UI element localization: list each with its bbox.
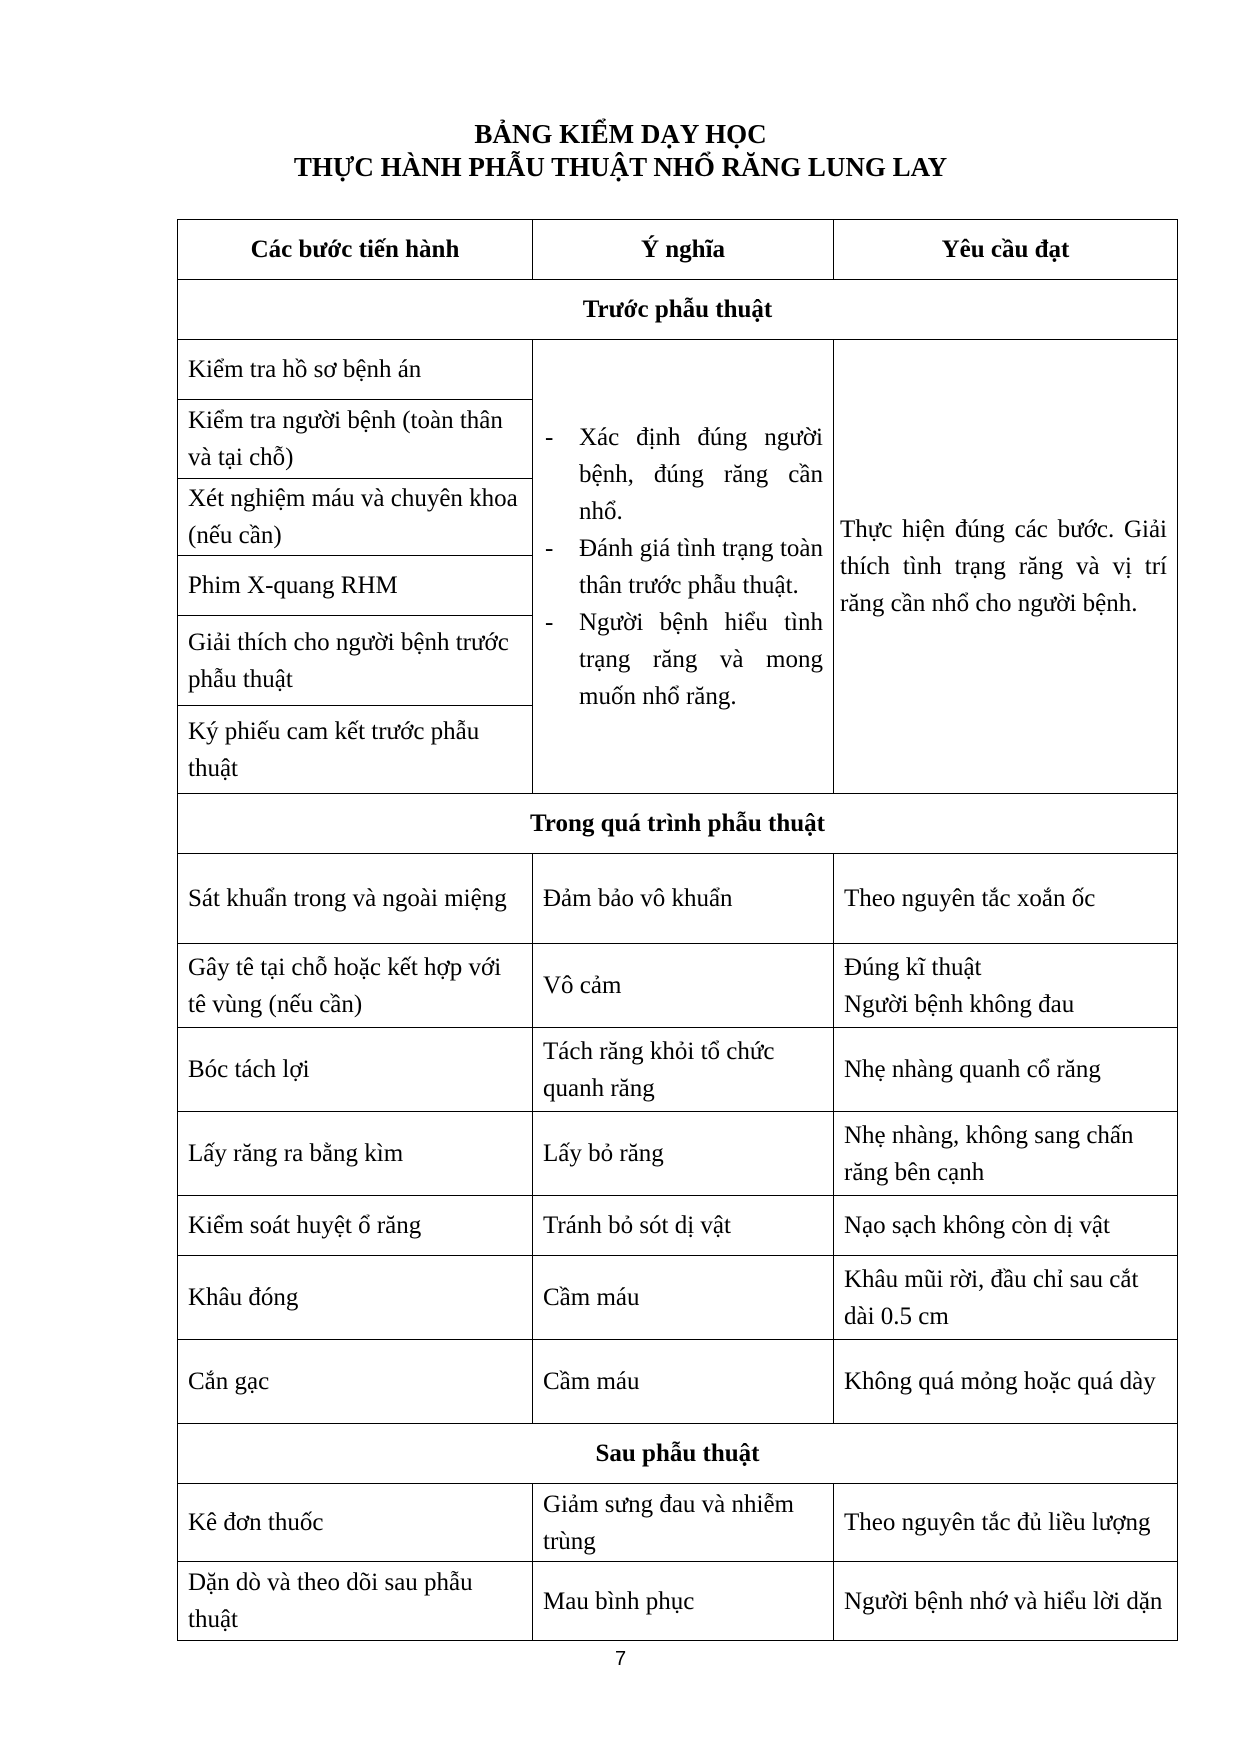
requirement-cell: Người bệnh nhớ và hiểu lời dặn	[834, 1562, 1178, 1641]
step-cell: Ký phiếu cam kết trước phẫu thuật	[178, 706, 533, 794]
requirement-cell: Theo nguyên tắc đủ liều lượng	[834, 1484, 1178, 1562]
section-title-pre: Trước phẫu thuật	[178, 280, 1178, 340]
table-row	[178, 944, 1178, 1028]
step-cell: Bóc tách lợi	[178, 1028, 533, 1112]
requirement-cell: Khâu mũi rời, đầu chỉ sau cắt dài 0.5 cm	[834, 1256, 1178, 1340]
step-cell: Lấy răng ra bằng kìm	[178, 1112, 533, 1196]
requirement-cell: Không quá mỏng hoặc quá dày	[834, 1340, 1178, 1424]
meaning-cell: Cầm máu	[533, 1256, 834, 1340]
meaning-cell: Cầm máu	[533, 1340, 834, 1424]
table-row	[178, 340, 1178, 400]
header-meaning: Ý nghĩa	[533, 220, 834, 280]
meaning-cell: Vô cảm	[533, 944, 834, 1028]
table-row	[178, 1484, 1178, 1562]
table-row	[178, 1112, 1178, 1196]
meaning-list-pre	[543, 419, 823, 715]
requirement-cell: Nhẹ nhàng quanh cổ răng	[834, 1028, 1178, 1112]
header-steps: Các bước tiến hành	[178, 220, 533, 280]
meaning-cell: Giảm sưng đau và nhiễm trùng	[533, 1484, 834, 1562]
step-cell: Kiểm soát huyệt ổ răng	[178, 1196, 533, 1256]
section-row-during	[178, 794, 1178, 854]
list-item: - Đánh giá tình trạng toàn thân trước phẫu thuật.	[543, 530, 823, 604]
header-requirement: Yêu cầu đạt	[834, 220, 1178, 280]
step-cell: Kê đơn thuốc	[178, 1484, 533, 1562]
step-cell: Xét nghiệm máu và chuyên khoa (nếu cần)	[178, 479, 533, 556]
step-cell: Sát khuẩn trong và ngoài miệng	[178, 854, 533, 944]
step-cell: Dặn dò và theo dõi sau phẫu thuật	[178, 1562, 533, 1641]
table-row	[178, 1340, 1178, 1424]
step-cell: Gây tê tại chỗ hoặc kết hợp với tê vùng (nếu cần)	[178, 944, 533, 1028]
page-number: 7	[614, 1648, 627, 1670]
section-row-post	[178, 1424, 1178, 1484]
meaning-cell: Lấy bỏ răng	[533, 1112, 834, 1196]
section-title-post: Sau phẫu thuật	[178, 1424, 1178, 1484]
table-row	[178, 1256, 1178, 1340]
step-cell: Giải thích cho người bệnh trước phẫu thuật	[178, 616, 533, 706]
table-row	[178, 854, 1178, 944]
requirement-line-1: Đúng kĩ thuật	[844, 953, 982, 981]
table-row	[178, 1562, 1178, 1641]
requirement-line-2: Người bệnh không đau	[844, 990, 1075, 1018]
meaning-cell-pre	[533, 340, 834, 794]
step-cell: Kiểm tra người bệnh (toàn thân và tại chỗ)	[178, 400, 533, 479]
requirement-cell	[834, 944, 1178, 1028]
document-title-line-1: BẢNG KIỂM DẠY HỌC	[474, 119, 767, 149]
list-item: - Người bệnh hiểu tình trạng răng và mong muốn nhổ răng.	[543, 604, 823, 715]
requirement-cell: Theo nguyên tắc xoắn ốc	[834, 854, 1178, 944]
header-row	[178, 220, 1178, 280]
step-cell: Phim X-quang RHM	[178, 556, 533, 616]
meaning-cell: Đảm bảo vô khuẩn	[533, 854, 834, 944]
section-title-during: Trong quá trình phẫu thuật	[178, 794, 1178, 854]
meaning-cell: Tách răng khỏi tổ chức quanh răng	[533, 1028, 834, 1112]
table-row	[178, 1028, 1178, 1112]
section-row-pre	[178, 280, 1178, 340]
step-cell: Khâu đóng	[178, 1256, 533, 1340]
list-item: - Xác định đúng người bệnh, đúng răng cần nhổ.	[543, 419, 823, 530]
table-row	[178, 1196, 1178, 1256]
meaning-cell: Tránh bỏ sót dị vật	[533, 1196, 834, 1256]
document-title-line-2: THỰC HÀNH PHẪU THUẬT NHỔ RĂNG LUNG LAY	[293, 152, 948, 182]
requirement-cell: Nhẹ nhàng, không sang chấn răng bên cạnh	[834, 1112, 1178, 1196]
step-cell: Kiểm tra hồ sơ bệnh án	[178, 340, 533, 400]
requirement-cell: Nạo sạch không còn dị vật	[834, 1196, 1178, 1256]
checklist-table	[177, 219, 1178, 1641]
requirement-cell-pre: Thực hiện đúng các bước. Giải thích tình trạng răng và vị trí răng cần nhổ cho người bệnh.	[834, 340, 1178, 794]
step-cell: Cắn gạc	[178, 1340, 533, 1424]
meaning-cell: Mau bình phục	[533, 1562, 834, 1641]
